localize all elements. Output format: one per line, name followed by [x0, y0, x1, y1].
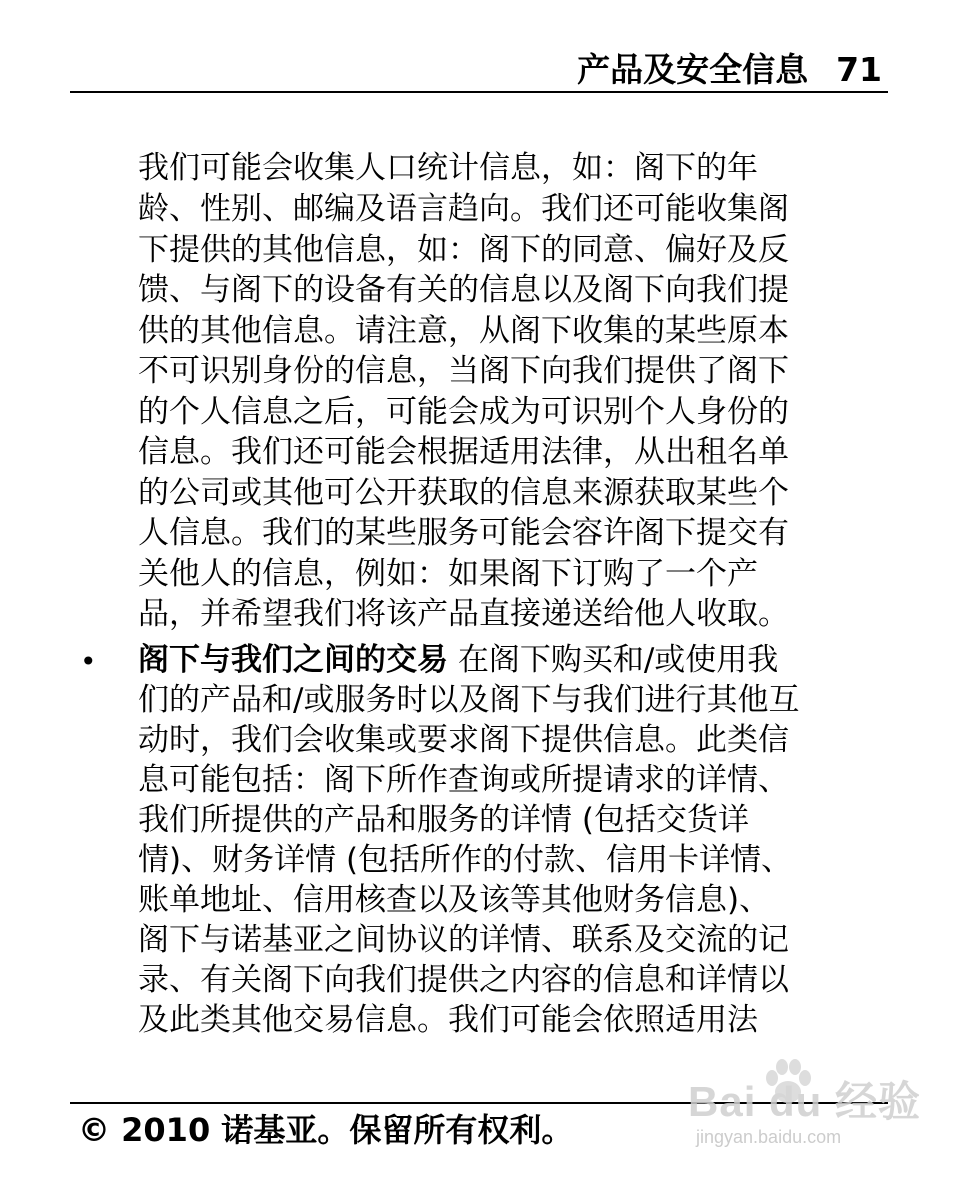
text-line: 供的其他信息。请注意，从阁下收集的某些原本 [138, 313, 789, 349]
page-header [0, 48, 882, 92]
bullet-first-line-text: 在阁下购买和/或使用我 [448, 642, 779, 678]
text-line: 们的产品和/或服务时以及阁下与我们进行其他互 [138, 682, 800, 718]
text-line: 关他人的信息，例如：如果阁下订购了一个产 [138, 556, 758, 592]
copyright-footer: © 2010 诺基亚。保留所有权利。 [78, 1111, 574, 1149]
text-line: 账单地址、信用核查以及该等其他财务信息)、 [138, 882, 771, 918]
bullet-marker: • [80, 645, 97, 678]
text-line: 品，并希望我们将该产品直接递送给他人收取。 [138, 596, 789, 632]
text-line: 我们可能会收集人口统计信息，如：阁下的年 [138, 150, 758, 186]
baidu-watermark [676, 1058, 922, 1158]
header-rule [70, 91, 888, 93]
text-line: 息可能包括：阁下所作查询或所提请求的详情、 [138, 762, 789, 798]
text-line: 下提供的其他信息，如：阁下的同意、偏好及反 [138, 232, 789, 268]
page-number: 71 [836, 50, 882, 89]
watermark-brand: Bai du 经验 [688, 1078, 922, 1125]
text-line [138, 640, 898, 680]
text-line: 不可识别身份的信息，当阁下向我们提供了阁下 [138, 353, 789, 389]
text-line: 龄、性别、邮编及语言趋向。我们还可能收集阁 [138, 191, 789, 227]
text-line: 及此类其他交易信息。我们可能会依照适用法 [138, 1002, 758, 1038]
watermark-site: jingyan.baidu.com [696, 1127, 842, 1147]
text-line: 的公司或其他可公开获取的信息来源获取某些个 [138, 475, 789, 511]
text-line: 的个人信息之后，可能会成为可识别个人身份的 [138, 394, 789, 430]
header-title: 产品及安全信息 [577, 50, 809, 89]
text-line: 情)、财务详情 (包括所作的付款、信用卡详情、 [138, 842, 793, 878]
text-line: 阁下与诺基亚之间协议的详情、联系及交流的记 [138, 922, 789, 958]
text-line: 我们所提供的产品和服务的详情 (包括交货详 [138, 802, 749, 838]
text-line: 录、有关阁下向我们提供之内容的信息和详情以 [138, 962, 789, 998]
bullet-heading: 阁下与我们之间的交易 [138, 642, 448, 678]
text-line: 馈、与阁下的设备有关的信息以及阁下向我们提 [138, 272, 789, 308]
text-line: 信息。我们还可能会根据适用法律，从出租名单 [138, 434, 789, 470]
text-line: 人信息。我们的某些服务可能会容许阁下提交有 [138, 515, 789, 551]
text-line: 动时，我们会收集或要求阁下提供信息。此类信 [138, 722, 789, 758]
